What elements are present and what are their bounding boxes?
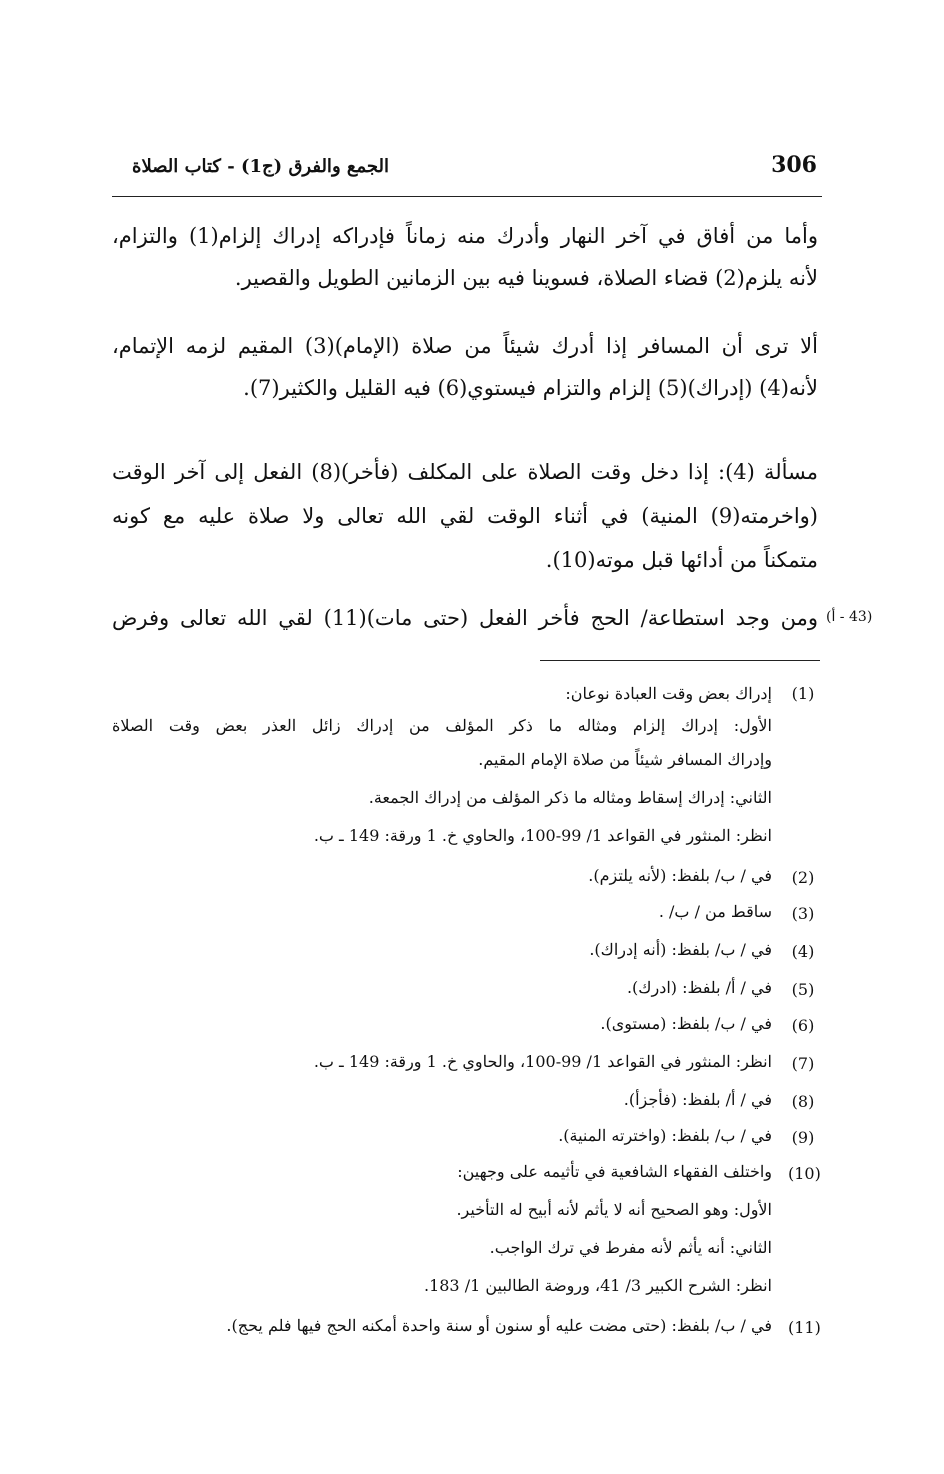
footnote-number: (1) — [791, 684, 815, 703]
footnote-text: في / ب/ بلفظ: (مستوى). — [600, 1014, 772, 1033]
body-line: متمكناً من أدائها قبل موته(10). — [545, 548, 818, 572]
footnote-text: وإدراك المسافر شيئاً من صلاة الإمام المقيم. — [478, 750, 772, 769]
footnote-text: إدراك بعض وقت العبادة نوعان: — [565, 684, 772, 703]
footnote-text: في / ب/ بلفظ: (أنه إدراك). — [589, 940, 772, 959]
body-line: وأما من أفاق في آخر النهار وأدرك منه زماناً فإدراكه إدراك إلزام(1) والتزام، — [112, 224, 819, 248]
body-line: ومن وجد استطاعة/ الحج فأخر الفعل (حتى مات)(11) لقي الله تعالى وفرض — [112, 606, 819, 630]
footnote-text: ساقط من / ب/ . — [658, 902, 772, 921]
footnote-text: في / ب/ بلفظ: (لأنه يلتزم). — [588, 866, 772, 885]
footnote-number: (4) — [791, 942, 815, 961]
footnote-text: في / ب/ بلفظ: (حتى مضت عليه أو سنون أو سنة واحدة أمكنه الحج فيها فلم يحج). — [226, 1316, 772, 1335]
footnote-number: (8) — [791, 1092, 815, 1111]
footnote-number: (11) — [788, 1318, 821, 1337]
footnote-number: (6) — [791, 1016, 815, 1035]
footnote-text: الأول: وهو الصحيح أنه لا يأثم لأنه أبيح له التأخير. — [456, 1200, 772, 1219]
footnote-number: (5) — [791, 980, 815, 999]
footnote-text: في / أ/ بلفظ: (فأجزأ). — [623, 1090, 772, 1109]
body-line: مسألة (4): إذا دخل وقت الصلاة على المكلف (فأخر)(8) الفعل إلى آخر الوقت — [112, 460, 818, 484]
footnote-text: في / ب/ بلفظ: (واخترته المنية). — [558, 1126, 772, 1145]
footnote-text: انظر: الشرح الكبير 3/ 41، وروضة الطالبين 1/ 183. — [423, 1276, 772, 1295]
header-rule — [112, 196, 822, 197]
footnote-rule — [540, 660, 820, 661]
footnote-number: (3) — [791, 904, 815, 923]
marginal-note: (43 - أ) — [826, 609, 873, 625]
footnote-text: واختلف الفقهاء الشافعية في تأثيمه على وجهين: — [457, 1162, 772, 1181]
footnote-number: (2) — [791, 868, 815, 887]
footnote-text: الأول: إدراك إلزام ومثاله ما ذكر المؤلف من إدراك زائل العذر بعض وقت الصلاة — [112, 716, 773, 735]
footnote-number: (7) — [791, 1054, 815, 1073]
page-number: 306 — [771, 152, 817, 178]
body-line: ألا ترى أن المسافر إذا أدرك شيئاً من صلاة (الإمام)(3) المقيم لزمه الإتمام، — [112, 334, 818, 358]
footnote-number: (9) — [791, 1128, 815, 1147]
footnote-text: انظر: المنثور في القواعد 1/ 99-100، والحاوي خ. 1 ورقة: 149 ـ ب. — [313, 1052, 772, 1071]
footnote-text: الثاني: أنه يأثم لأنه مفرط في ترك الواجب. — [489, 1238, 772, 1257]
body-line: لأنه يلزم(2) قضاء الصلاة، فسوينا فيه بين الزمانين الطويل والقصير. — [234, 266, 818, 290]
footnote-text: في / أ/ بلفظ: (ادرك). — [626, 978, 772, 997]
footnote-text: انظر: المنثور في القواعد 1/ 99-100، والحاوي خ. 1 ورقة: 149 ـ ب. — [313, 826, 772, 845]
body-line: لأنه(4) (إدراك)(5) إلزام والتزام فيستوي(6) فيه القليل والكثير(7). — [243, 376, 818, 400]
footnote-number: (10) — [788, 1164, 821, 1183]
footnote-text: الثاني: إدراك إسقاط ومثاله ما ذكر المؤلف من إدراك الجمعة. — [368, 788, 772, 807]
running-header-title: الجمع والفرق (ج1) - كتاب الصلاة — [132, 156, 389, 177]
body-line: (واخرمته(9) المنية) في أثناء الوقت لقي الله تعالى ولا صلاة عليه مع كونه — [112, 504, 818, 528]
